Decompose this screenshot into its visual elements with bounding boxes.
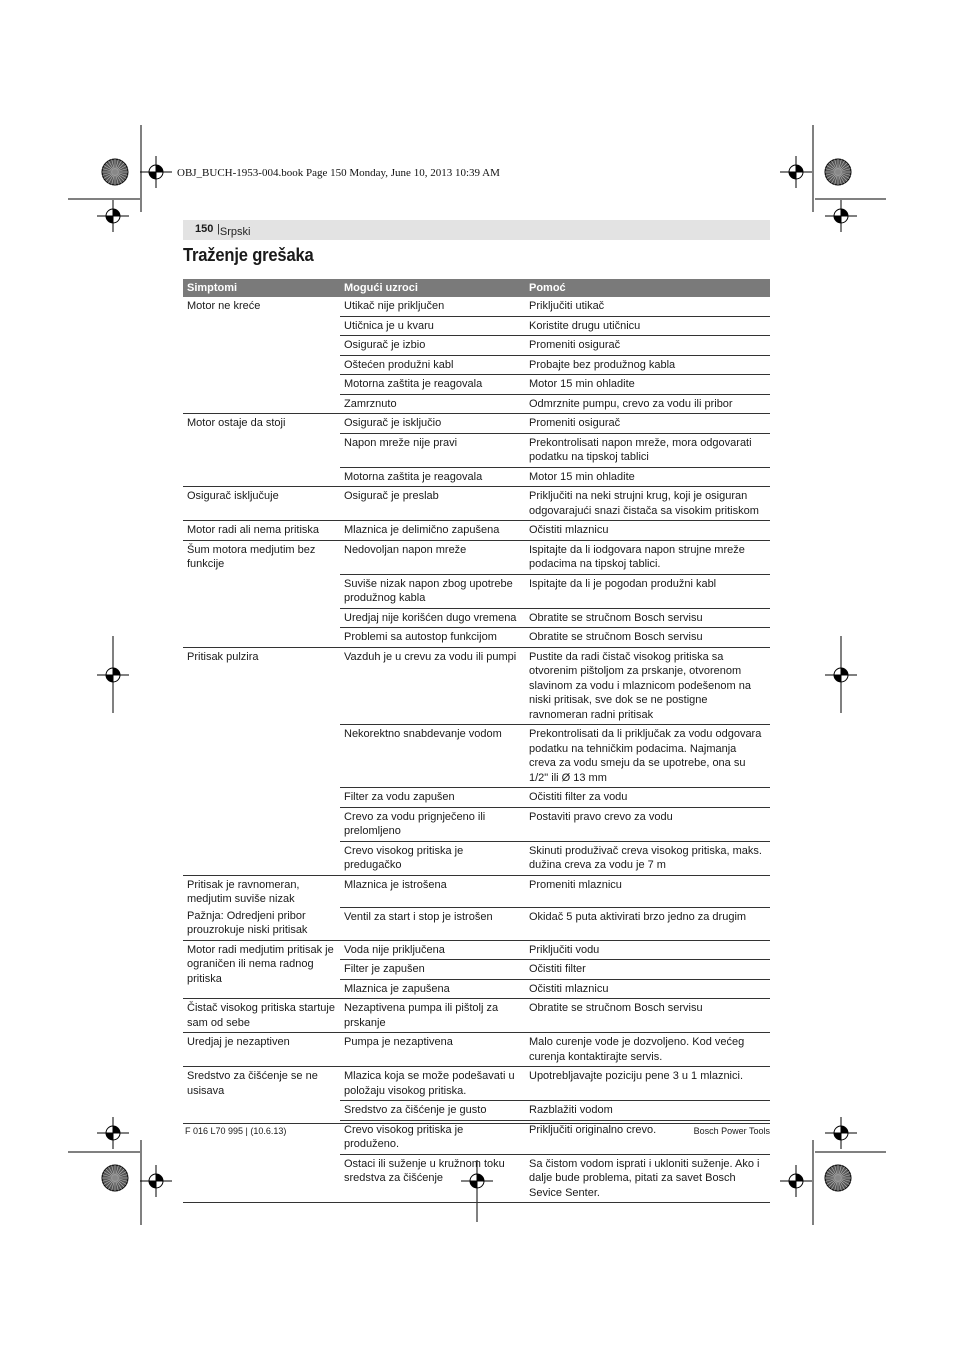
symptom-cell xyxy=(183,647,340,875)
symptom-text: Motor radi ali nema pritiska xyxy=(187,524,320,536)
table-row xyxy=(183,1067,770,1101)
remedy-cell: Promeniti osigurač xyxy=(525,336,770,356)
symptom-text: Uredjaj je nezaptiven xyxy=(187,1036,290,1048)
cause-cell: Mlaznica je istrošena xyxy=(340,875,525,908)
cause-cell: Crevo za vodu prignječeno ili prelomljeno xyxy=(340,807,525,841)
table-row xyxy=(183,875,770,908)
cause-cell: Ventil za start i stop je istrošen xyxy=(340,908,525,941)
symptom-text: Čistač visokog pritiska startuje sam od sebe xyxy=(187,1002,335,1029)
remedy-cell: Probajte bez produžnog kabla xyxy=(525,355,770,375)
table-header-row xyxy=(183,279,770,297)
footer-doc-number: F 016 L70 995 | (10.6.13) xyxy=(185,1126,287,1136)
remedy-cell: Očistiti mlaznicu xyxy=(525,521,770,541)
cause-cell: Mlazica koja se može podešavati u položaju visokog pritiska. xyxy=(340,1067,525,1101)
cause-cell: Osigurač je preslab xyxy=(340,487,525,521)
remedy-cell: Očistiti mlaznicu xyxy=(525,979,770,999)
remedy-cell: Odmrznite pumpu, crevo za vodu ili pribor xyxy=(525,394,770,414)
symptom-cell xyxy=(183,999,340,1033)
cause-cell: Zamrznuto xyxy=(340,394,525,414)
remedy-cell: Okidač 5 puta aktivirati brzo jedno za drugim xyxy=(525,908,770,941)
remedy-cell: Pustite da radi čistač visokog pritiska sa otvorenim pištoljom za prskanje, otvorenom slavinom za vodu i mlaznicom podešenom na niski pritisak, sve dok se ne postigne ravnomeran radni pritisak xyxy=(525,647,770,725)
symptom-text: Pritisak pulzira xyxy=(187,650,259,663)
cause-cell: Problemi sa autostop funkcijom xyxy=(340,628,525,648)
page-header xyxy=(183,220,770,240)
cause-cell: Nekorektno snabdevanje vodom xyxy=(340,725,525,788)
table-row xyxy=(183,540,770,574)
remedy-cell: Motor 15 min ohladite xyxy=(525,375,770,395)
remedy-cell: Postaviti pravo crevo za vodu xyxy=(525,807,770,841)
footer-rule xyxy=(183,1123,770,1124)
cause-cell: Oštećen produžni kabl xyxy=(340,355,525,375)
remedy-cell: Priključiti utikač xyxy=(525,297,770,316)
print-slug: OBJ_BUCH-1953-004.book Page 150 Monday, June 10, 2013 10:39 AM xyxy=(177,167,500,179)
cause-cell: Voda nije priključena xyxy=(340,940,525,960)
cause-cell: Crevo visokog pritiska je predugačko xyxy=(340,841,525,875)
language-name: Srpski xyxy=(219,226,251,238)
column-header-remedy: Pomoć xyxy=(525,279,770,297)
cause-cell: Mlaznica je zapušena xyxy=(340,979,525,999)
symptom-cell xyxy=(183,540,340,647)
symptom-cell xyxy=(183,1033,340,1067)
remedy-cell: Promeniti mlaznicu xyxy=(525,875,770,908)
table-row xyxy=(183,297,770,316)
cause-cell: Osigurač je isključio xyxy=(340,414,525,434)
remedy-cell: Prekontrolisati napon mreže, mora odgovarati podatku na tipskoj tablici xyxy=(525,433,770,467)
column-header-causes: Mogući uzroci xyxy=(340,279,525,297)
table-row xyxy=(183,487,770,521)
symptom-text: Pažnja: Odredjeni pribor prouzrokuje niski pritisak xyxy=(187,909,308,936)
table-row xyxy=(183,414,770,434)
cause-cell: Crevo visokog pritiska je produženo. xyxy=(340,1120,525,1154)
table-row xyxy=(183,647,770,725)
column-header-symptoms: Simptomi xyxy=(183,279,340,297)
symptom-text: Pritisak je ravnomeran, medjutim suviše nizak xyxy=(187,878,300,905)
table-row xyxy=(183,999,770,1033)
table-row xyxy=(183,940,770,960)
symptom-cell xyxy=(183,521,340,541)
cause-cell: Motorna zaštita je reagovala xyxy=(340,467,525,487)
remedy-cell: Obratite se stručnom Bosch servisu xyxy=(525,628,770,648)
remedy-cell: Očistiti filter xyxy=(525,960,770,980)
remedy-cell: Koristite drugu utičnicu xyxy=(525,316,770,336)
table-row xyxy=(183,521,770,541)
troubleshooting-table xyxy=(183,279,770,1203)
footer-brand: Bosch Power Tools xyxy=(693,1126,770,1136)
remedy-cell: Priključiti na neki strujni krug, koji je osiguran odgovarajući snazi čistača sa visokim pritiskom xyxy=(525,487,770,521)
page-number: 150 xyxy=(195,223,214,235)
cause-cell: Pumpa je nezaptivena xyxy=(340,1033,525,1067)
page-title: Traženje grešaka xyxy=(183,245,314,265)
cause-cell: Motorna zaštita je reagovala xyxy=(340,375,525,395)
cause-cell: Utičnica je u kvaru xyxy=(340,316,525,336)
remedy-cell: Priključiti originalno crevo. xyxy=(525,1120,770,1154)
remedy-cell: Upotrebljavajte poziciju pene 3 u 1 mlaznici. xyxy=(525,1067,770,1101)
remedy-cell: Razblažiti vodom xyxy=(525,1101,770,1121)
cause-cell: Nezaptivena pumpa ili pištolj za prskanje xyxy=(340,999,525,1033)
symptom-cell xyxy=(183,297,340,414)
cause-cell: Napon mreže nije pravi xyxy=(340,433,525,467)
remedy-cell: Priključiti vodu xyxy=(525,940,770,960)
remedy-cell: Promeniti osigurač xyxy=(525,414,770,434)
remedy-cell: Skinuti produživač creva visokog pritiska, maks. dužina creva za vodu je 7 m xyxy=(525,841,770,875)
cause-cell: Nedovoljan napon mreže xyxy=(340,540,525,574)
remedy-cell: Ispitajte da li iodgovara napon strujne mreže podacima na tipskoj tablici. xyxy=(525,540,770,574)
remedy-cell: Ispitajte da li je pogodan produžni kabl xyxy=(525,574,770,608)
table-body xyxy=(183,297,770,1203)
cause-cell: Sredstvo za čišćenje je gusto xyxy=(340,1101,525,1121)
cause-cell: Ostaci ili suženje u kružnom toku sredstva za čišćenje xyxy=(340,1154,525,1203)
cause-cell: Osigurač je izbio xyxy=(340,336,525,356)
cause-cell: Mlaznica je delimično zapušena xyxy=(340,521,525,541)
remedy-cell: Očistiti filter za vodu xyxy=(525,788,770,808)
remedy-cell: Prekontrolisati da li priključak za vodu odgovara podatku na tehničkim podacima. Najmanja creva za vodu smeju da se upotrebe, ona su 1/2" ili Ø 13 mm xyxy=(525,725,770,788)
cause-cell: Suviše nizak napon zbog upotrebe produžnog kabla xyxy=(340,574,525,608)
remedy-cell: Malo curenje vode je dozvoljeno. Kod većeg curenja kontaktirajte servis. xyxy=(525,1033,770,1067)
remedy-cell: Motor 15 min ohladite xyxy=(525,467,770,487)
symptom-text: Sredstvo za čišćenje se ne usisava xyxy=(187,1070,318,1097)
cause-cell: Uredjaj nije korišćen dugo vremena xyxy=(340,608,525,628)
remedy-cell: Sa čistom vodom isprati i ukloniti suženje. Ako i dalje bude problema, pitati za savet Bosch Sevice Senter. xyxy=(525,1154,770,1203)
cause-cell: Vazduh je u crevu za vodu ili pumpi xyxy=(340,647,525,725)
cause-cell: Filter je zapušen xyxy=(340,960,525,980)
language-label: | Srpski xyxy=(217,223,251,238)
remedy-cell: Obratite se stručnom Bosch servisu xyxy=(525,608,770,628)
symptom-text: Šum motora medjutim bez funkcije xyxy=(187,543,316,570)
symptom-cell xyxy=(183,940,340,999)
cause-cell: Filter za vodu zapušen xyxy=(340,788,525,808)
cause-cell: Utikač nije priključen xyxy=(340,297,525,316)
symptom-cell xyxy=(183,875,340,940)
symptom-text: Motor radi medjutim pritisak je ograničen ili nema radnog pritiska xyxy=(187,943,334,985)
symptom-cell xyxy=(183,487,340,521)
symptom-cell xyxy=(183,414,340,487)
symptom-text: Osigurač isključuje xyxy=(187,490,279,502)
table-row xyxy=(183,1033,770,1067)
symptom-text: Motor ne kreće xyxy=(187,300,261,312)
symptom-text: Motor ostaje da stoji xyxy=(187,417,286,429)
remedy-cell: Obratite se stručnom Bosch servisu xyxy=(525,999,770,1033)
